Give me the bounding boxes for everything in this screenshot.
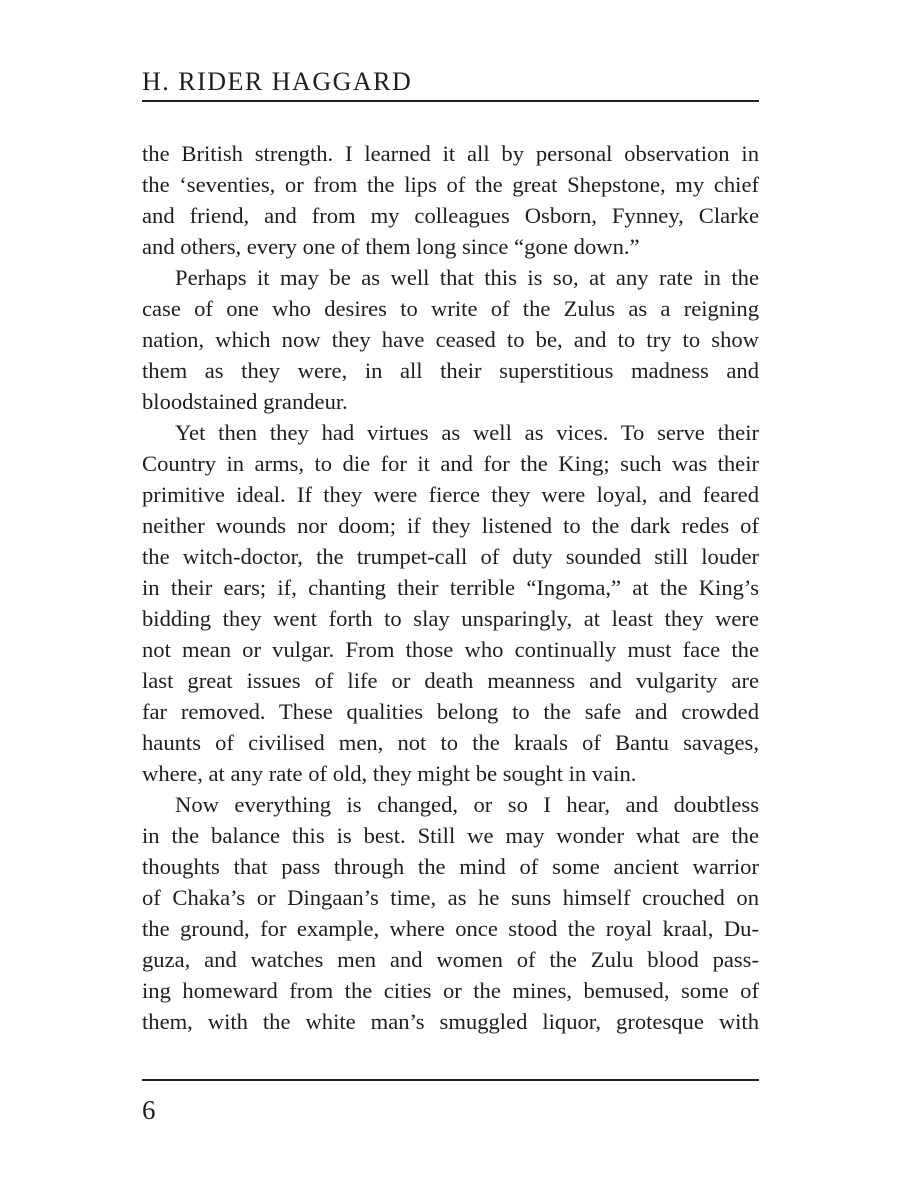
text-line: nation, which now they have ceased to be, and to try to show bbox=[142, 327, 759, 352]
text-line: case of one who desires to write of the Zulus as a reigning bbox=[142, 296, 759, 321]
text-line: where, at any rate of old, they might be sought in vain. bbox=[142, 761, 637, 786]
text-line: in the balance this is best. Still we may wonder what are the bbox=[142, 823, 759, 848]
text-line: them, with the white man’s smuggled liquor, grotesque with bbox=[142, 1009, 759, 1034]
text-line: of Chaka’s or Dingaan’s time, as he suns himself crouched on bbox=[142, 885, 759, 910]
text-line: Now everything is changed, or so I hear, and doubtless bbox=[175, 792, 759, 817]
text-line: and others, every one of them long since “gone down.” bbox=[142, 234, 640, 259]
text-line: them as they were, in all their superstitious madness and bbox=[142, 358, 759, 383]
text-line: the ‘seventies, or from the lips of the great Shepstone, my chief bbox=[142, 172, 759, 197]
body-text bbox=[142, 138, 759, 1037]
paragraph-2 bbox=[142, 262, 759, 417]
paragraph-1 bbox=[142, 138, 759, 262]
header-rule bbox=[142, 100, 759, 102]
text-line: primitive ideal. If they were fierce they were loyal, and feared bbox=[142, 482, 759, 507]
page-number: 6 bbox=[142, 1095, 156, 1125]
text-line: guza, and watches men and women of the Zulu blood pass- bbox=[142, 947, 759, 972]
text-line: the ground, for example, where once stood the royal kraal, Du- bbox=[142, 916, 759, 941]
text-line: haunts of civilised men, not to the kraals of Bantu savages, bbox=[142, 730, 759, 755]
text-line: last great issues of life or death meanness and vulgarity are bbox=[142, 668, 759, 693]
text-line: Perhaps it may be as well that this is so, at any rate in the bbox=[175, 265, 759, 290]
text-line: bidding they went forth to slay unsparingly, at least they were bbox=[142, 606, 759, 631]
book-page bbox=[142, 0, 759, 1200]
text-line: not mean or vulgar. From those who continually must face the bbox=[142, 637, 759, 662]
text-line: and friend, and from my colleagues Osborn, Fynney, Clarke bbox=[142, 203, 759, 228]
text-line: in their ears; if, chanting their terrible “Ingoma,” at the King’s bbox=[142, 575, 759, 600]
text-line: neither wounds nor doom; if they listened to the dark redes of bbox=[142, 513, 759, 538]
text-line: Country in arms, to die for it and for the King; such was their bbox=[142, 451, 759, 476]
text-line: the witch-doctor, the trumpet-call of duty sounded still louder bbox=[142, 544, 759, 569]
text-line: bloodstained grandeur. bbox=[142, 389, 348, 414]
footer-rule bbox=[142, 1079, 759, 1081]
paragraph-4 bbox=[142, 789, 759, 1037]
text-line: thoughts that pass through the mind of some ancient warrior bbox=[142, 854, 759, 879]
running-head: H. RIDER HAGGARD bbox=[142, 67, 413, 96]
text-line: far removed. These qualities belong to the safe and crowded bbox=[142, 699, 759, 724]
paragraph-3 bbox=[142, 417, 759, 789]
text-line: the British strength. I learned it all by personal observation in bbox=[142, 141, 759, 166]
text-line: Yet then they had virtues as well as vices. To serve their bbox=[175, 420, 759, 445]
text-line: ing homeward from the cities or the mines, bemused, some of bbox=[142, 978, 759, 1003]
